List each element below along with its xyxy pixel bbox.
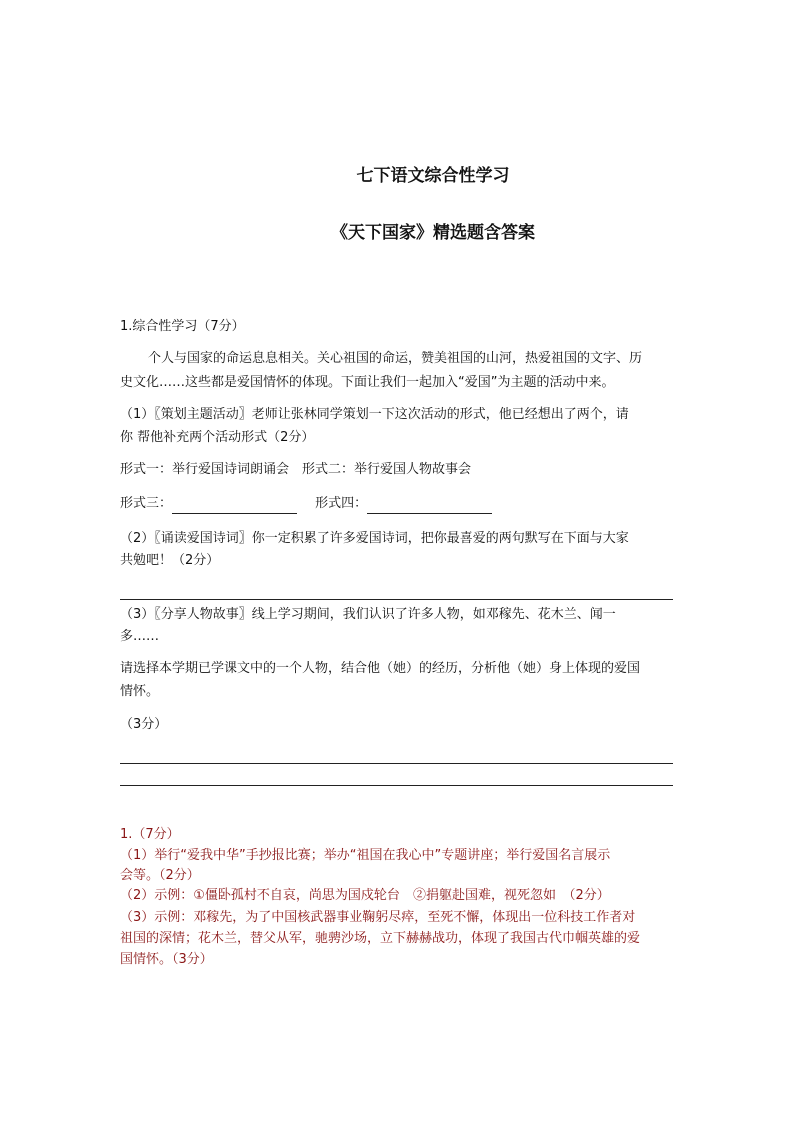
part-3-instruction: 情怀。 bbox=[120, 684, 160, 699]
form-4-answer-blank[interactable] bbox=[367, 499, 492, 514]
answer-3: 祖国的深情；花木兰，替父从军，驰骋沙场，立下赫赫战功，体现了我国古代巾帼英雄的爱 bbox=[120, 931, 641, 946]
answer-2-score: （2分） bbox=[562, 888, 610, 903]
form-4-label: 形式四： bbox=[315, 496, 368, 511]
form-3-answer-blank[interactable] bbox=[172, 499, 297, 514]
answer-line[interactable] bbox=[120, 763, 673, 764]
part-1-prompt: 你 帮他补充两个活动形式（2分） bbox=[120, 430, 315, 445]
answer-heading: 1.（7分） bbox=[120, 827, 180, 842]
part-2-prompt: （2）〖诵读爱国诗词〗你一定积累了许多爱国诗词，把你最喜爱的两句默写在下面与大家 bbox=[120, 531, 629, 546]
document-subtitle: 《天下国家》精选题含答案 bbox=[331, 223, 535, 243]
intro-text: 个人与国家的命运息息相关。关心祖国的命运，赞美祖国的山河，热爱祖国的文字、历 bbox=[148, 351, 643, 366]
question-heading: 1.综合性学习（7分） bbox=[120, 319, 245, 334]
part-3-instruction: 请选择本学期已学课文中的一个人物，结合他（她）的经历，分析他（她）身上体现的爱国 bbox=[120, 661, 641, 676]
part-2-prompt: 共勉吧！（2分） bbox=[120, 553, 220, 568]
answer-2-poem: ②捐躯赴国难，视死忽如 bbox=[412, 888, 556, 903]
answer-1: （1）举行“爱我中华”手抄报比赛；举办“祖国在我心中”专题讲座；举行爱国名言展示 bbox=[120, 848, 611, 863]
answer-line[interactable] bbox=[120, 785, 673, 786]
answer-3: 国情怀。（3分） bbox=[120, 952, 213, 967]
part-3-prompt: （3）〖分享人物故事〗线上学习期间，我们认识了许多人物，如邓稼先、花木兰、闻一 bbox=[120, 607, 616, 622]
part-3-prompt: 多…… bbox=[120, 629, 160, 644]
forms-blank-row bbox=[120, 494, 680, 514]
answer-3: （3）示例：邓稼先，为了中国核武器事业鞠躬尽瘁，至死不懈，体现出一位科技工作者对 bbox=[120, 910, 636, 925]
intro-text: 史文化……这些都是爱国情怀的体现。下面让我们一起加入“爱国”为主题的活动中来。 bbox=[120, 375, 615, 390]
document-title: 七下语文综合性学习 bbox=[356, 166, 510, 186]
answer-1: 会等。（2分） bbox=[120, 868, 200, 883]
part-3-score: （3分） bbox=[120, 717, 168, 732]
forms-given: 形式一：举行爱国诗词朗诵会 形式二：举行爱国人物故事会 bbox=[120, 462, 472, 477]
answer-2-example: （2）示例：①僵卧孤村不自哀，尚思为国戍轮台 bbox=[120, 888, 400, 903]
form-3-label: 形式三： bbox=[120, 496, 173, 511]
answer-2 bbox=[120, 886, 680, 906]
answer-line[interactable] bbox=[120, 599, 673, 600]
part-1-prompt: （1）〖策划主题活动〗老师让张林同学策划一下这次活动的形式，他已经想出了两个，请 bbox=[120, 407, 629, 422]
